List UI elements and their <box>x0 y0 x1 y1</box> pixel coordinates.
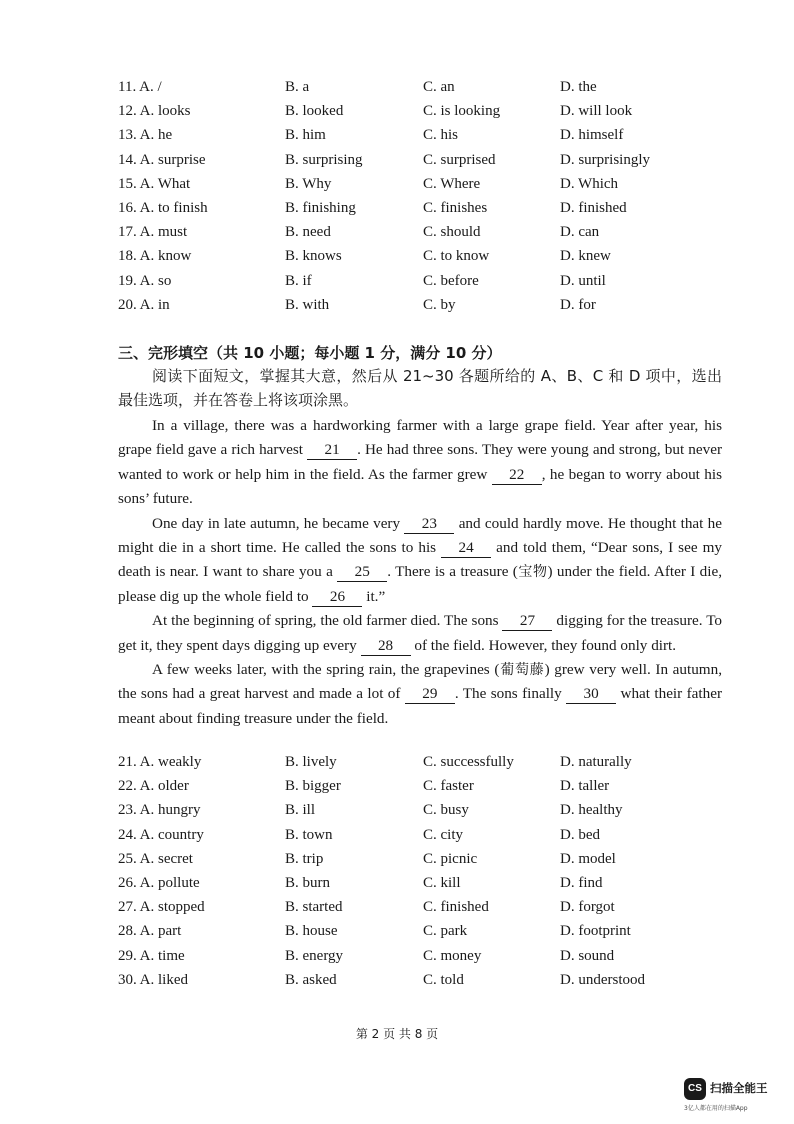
option-d: D. forgot <box>560 899 615 916</box>
option-b: B. need <box>285 224 331 241</box>
option-d: D. naturally <box>560 754 632 770</box>
option-row <box>118 123 738 147</box>
option-row <box>118 244 738 268</box>
option-d: D. finished <box>560 199 627 216</box>
option-c: C. park <box>423 923 468 940</box>
option-b: B. bigger <box>285 778 341 795</box>
option-c: C. kill <box>423 874 461 891</box>
option-d: D. taller <box>560 778 610 795</box>
option-d: D. footprint <box>560 923 631 940</box>
option-d: D. surprisingly <box>560 151 650 168</box>
option-a: 24. A. country <box>118 826 204 843</box>
option-row <box>118 293 738 317</box>
option-a: 17. A. must <box>118 224 188 241</box>
option-row <box>118 196 738 220</box>
camscanner-logo-icon: CS <box>684 1078 706 1100</box>
passage-paragraph: In a village, there was a hardworking farmer with a large grape field. Year after year, his grape field gave a rich harvest 21 . He had three sons. They were young and strong, but never wanted to work or help him in the field. As the farmer grew 22 , he began to worry about his sons’ future. <box>118 417 723 508</box>
option-row <box>118 269 738 293</box>
option-row <box>118 944 738 968</box>
blank-27: 27 <box>502 612 552 631</box>
option-c: C. finished <box>423 899 489 916</box>
option-row <box>118 750 738 774</box>
option-row <box>118 847 738 871</box>
option-row <box>118 968 738 992</box>
blank-21: 21 <box>307 441 357 460</box>
option-row <box>118 823 738 847</box>
option-a: 18. A. know <box>118 248 192 265</box>
option-b: B. if <box>285 272 312 289</box>
option-a: 27. A. stopped <box>118 899 205 916</box>
option-d: D. model <box>560 850 616 867</box>
option-b: B. burn <box>285 874 330 891</box>
option-c: C. Where <box>423 175 481 192</box>
blank-30: 30 <box>566 685 616 704</box>
option-a: 28. A. part <box>118 923 182 940</box>
option-b: B. town <box>285 826 333 843</box>
option-d: D. Which <box>560 175 619 192</box>
option-row <box>118 148 738 172</box>
option-b: B. ill <box>285 802 316 819</box>
option-a: 30. A. liked <box>118 971 188 988</box>
passage-paragraph: One day in late autumn, he became very 23 and could hardly move. He thought that he might die in a short time. He called the sons to his 24 and told them, “Dear sons, I see my death is near. I want to share you a 25 . There is a treasure (宝物) under the field. After I die, please dig up the whole field to 26 it.” <box>118 514 723 605</box>
option-d: D. understood <box>560 971 645 988</box>
options-21-30 <box>118 750 738 992</box>
passage-paragraph: At the beginning of spring, the old farmer died. The sons 27 digging for the treasure. To get it, they spent days digging up every 28 of the field. However, they found only dirt. <box>118 612 723 654</box>
option-c: C. busy <box>423 802 469 819</box>
option-c: C. picnic <box>423 850 478 867</box>
option-a: 11. A. / <box>118 79 162 95</box>
option-b: B. trip <box>285 850 324 867</box>
option-a: 19. A. so <box>118 272 172 289</box>
option-a: 20. A. in <box>118 296 170 313</box>
blank-25: 25 <box>337 563 387 582</box>
option-c: C. an <box>423 79 455 95</box>
option-a: 12. A. looks <box>118 103 191 120</box>
option-row <box>118 99 738 123</box>
section-instruction: 阅读下面短文，掌握其大意，然后从 21~30 各题所给的 A、B、C 和 D 项中，选出最佳选项，并在答卷上将该项涂黑。 <box>118 367 722 409</box>
option-d: D. until <box>560 272 606 289</box>
option-d: D. find <box>560 874 603 891</box>
option-row <box>118 75 738 99</box>
section-title: 三、完形填空（共 10 小题；每小题 1 分，满分 10 分） <box>118 344 502 362</box>
option-c: C. money <box>423 947 482 964</box>
option-row <box>118 895 738 919</box>
option-b: B. Why <box>285 175 332 192</box>
option-d: D. knew <box>560 248 611 265</box>
option-row <box>118 798 738 822</box>
blank-29: 29 <box>405 685 455 704</box>
option-c: C. finishes <box>423 199 488 216</box>
option-d: D. himself <box>560 127 624 144</box>
option-d: D. sound <box>560 947 615 964</box>
option-row <box>118 220 738 244</box>
option-c: C. before <box>423 272 479 289</box>
option-a: 22. A. older <box>118 778 189 795</box>
option-row <box>118 172 738 196</box>
option-a: 16. A. to finish <box>118 199 208 216</box>
blank-22: 22 <box>492 466 542 485</box>
option-c: C. to know <box>423 248 490 265</box>
blank-23: 23 <box>404 515 454 534</box>
option-b: B. finishing <box>285 199 356 216</box>
option-a: 23. A. hungry <box>118 802 201 819</box>
option-c: C. faster <box>423 778 474 795</box>
option-d: D. bed <box>560 826 600 843</box>
page-number: 第 2 页 共 8 页 <box>355 1027 439 1041</box>
option-b: B. house <box>285 923 338 940</box>
option-a: 15. A. What <box>118 175 191 192</box>
option-b: B. knows <box>285 248 342 265</box>
cloze-passage <box>118 414 722 731</box>
option-a: 21. A. weakly <box>118 754 202 770</box>
blank-28: 28 <box>361 637 411 656</box>
option-b: B. surprising <box>285 151 363 168</box>
option-c: C. told <box>423 971 464 988</box>
option-c: C. his <box>423 127 459 144</box>
option-d: D. the <box>560 79 597 95</box>
option-c: C. by <box>423 296 456 313</box>
watermark-tagline: 3亿人都在用的扫描App <box>684 1105 748 1112</box>
option-a: 25. A. secret <box>118 850 193 867</box>
watermark-name: 扫描全能王 <box>710 1081 768 1095</box>
option-c: C. surprised <box>423 151 496 168</box>
option-c: C. city <box>423 826 463 843</box>
option-b: B. energy <box>285 947 344 964</box>
option-c: C. successfully <box>423 754 514 770</box>
option-row <box>118 871 738 895</box>
option-row <box>118 919 738 943</box>
option-a: 14. A. surprise <box>118 151 206 168</box>
option-d: D. healthy <box>560 802 623 819</box>
option-b: B. looked <box>285 103 344 120</box>
option-d: D. for <box>560 296 596 313</box>
scanner-watermark <box>684 1078 788 1116</box>
option-b: B. lively <box>285 754 337 770</box>
option-a: 29. A. time <box>118 947 185 964</box>
blank-24: 24 <box>441 539 491 558</box>
option-b: B. asked <box>285 971 337 988</box>
option-d: D. can <box>560 224 600 241</box>
option-c: C. is looking <box>423 103 501 120</box>
option-b: B. started <box>285 899 343 916</box>
options-11-20 <box>118 75 738 317</box>
option-row <box>118 774 738 798</box>
blank-26: 26 <box>312 588 362 607</box>
option-a: 26. A. pollute <box>118 874 200 891</box>
option-b: B. with <box>285 296 330 313</box>
option-c: C. should <box>423 224 481 241</box>
option-b: B. him <box>285 127 326 144</box>
passage-paragraph: A few weeks later, with the spring rain, the grapevines (葡萄藤) grew very well. In autumn, the sons had a great harvest and made a lot of 29 . The sons finally 30 what their father meant about finding treasure under the field. <box>118 661 722 727</box>
option-d: D. will look <box>560 103 633 120</box>
option-a: 13. A. he <box>118 127 173 144</box>
option-b: B. a <box>285 79 310 95</box>
